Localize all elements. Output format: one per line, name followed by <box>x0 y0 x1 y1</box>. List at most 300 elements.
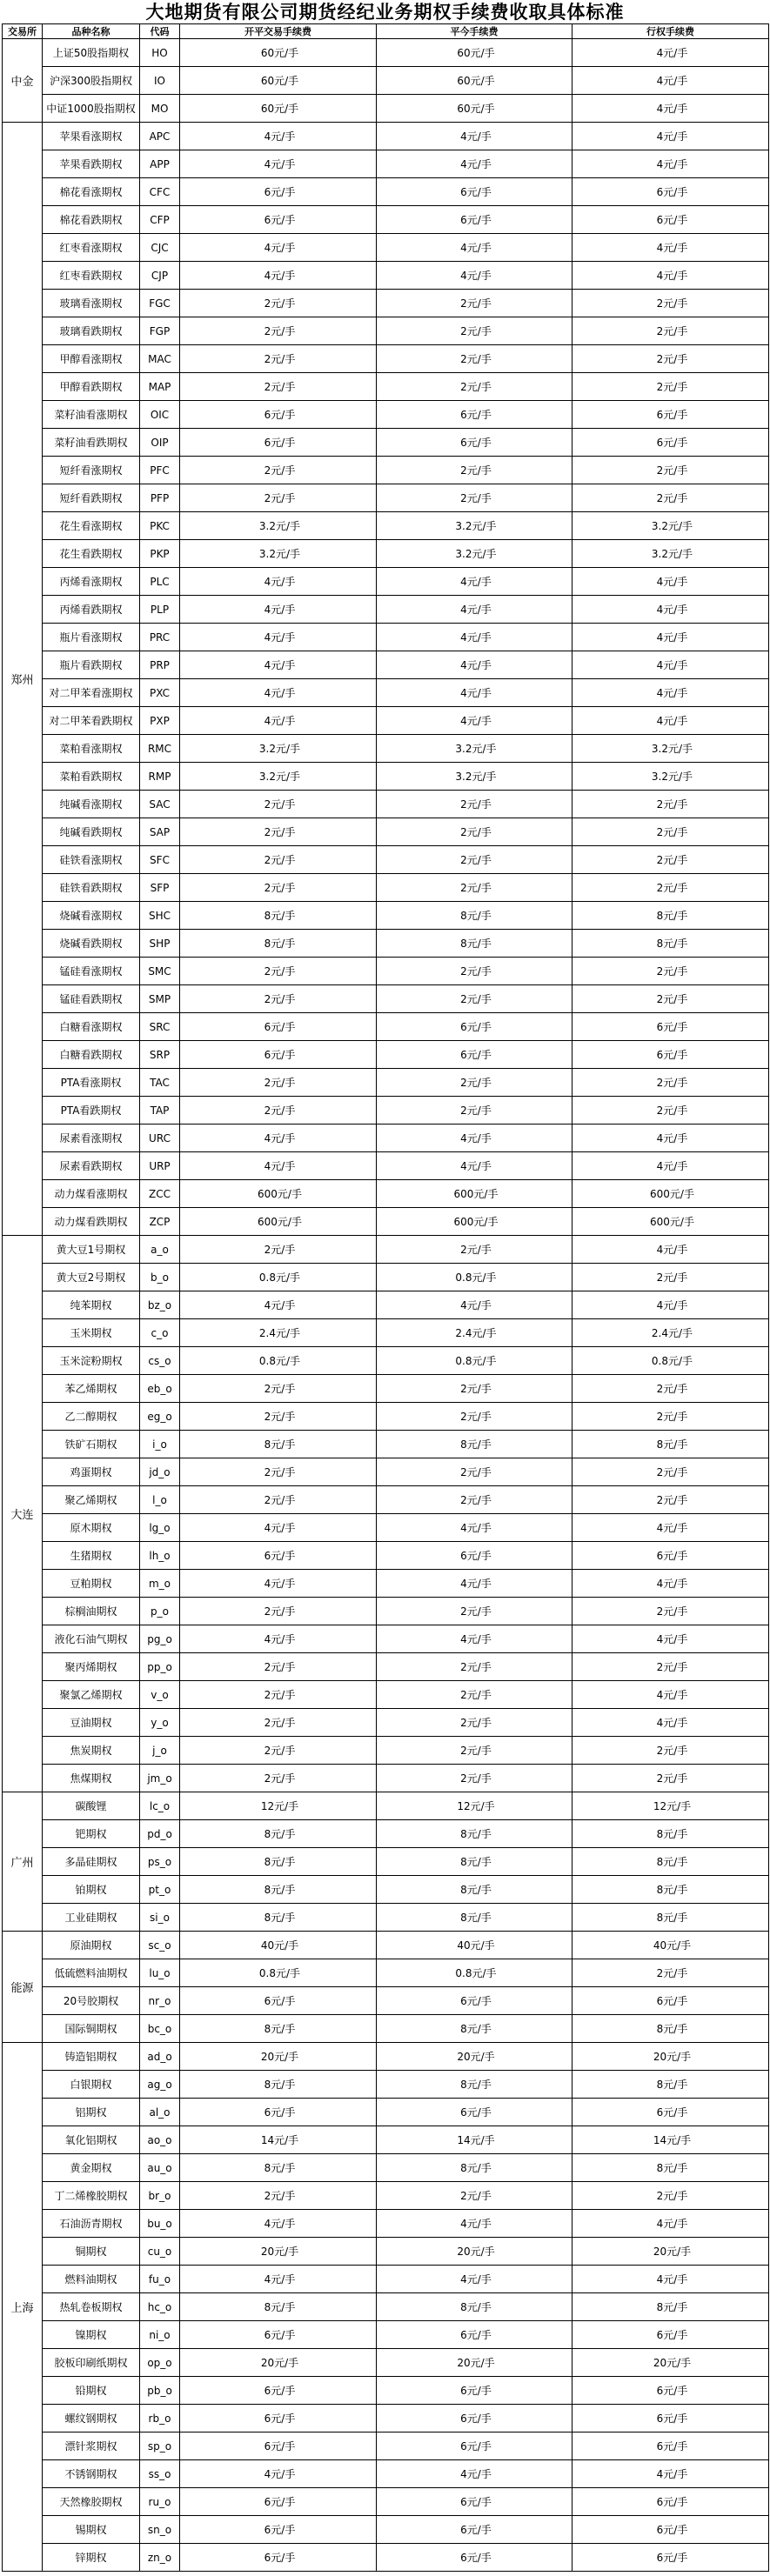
table-row <box>3 874 769 902</box>
exercise-fee-cell: 2元/手 <box>572 818 769 846</box>
table-row <box>3 234 769 262</box>
code-cell: PXC <box>140 679 180 707</box>
product-name-cell: 铜期权 <box>43 2238 140 2266</box>
close-today-fee-cell: 600元/手 <box>377 1180 572 1208</box>
product-name-cell: 菜粕看涨期权 <box>43 735 140 763</box>
exercise-fee-cell: 4元/手 <box>572 2266 769 2293</box>
close-today-fee-cell: 6元/手 <box>377 401 572 429</box>
exercise-fee-cell: 3.2元/手 <box>572 540 769 568</box>
exercise-fee-cell: 4元/手 <box>572 1291 769 1319</box>
close-today-fee-cell: 2元/手 <box>377 484 572 512</box>
code-cell: PKC <box>140 512 180 540</box>
close-today-fee-cell: 4元/手 <box>377 651 572 679</box>
product-name-cell: 鸡蛋期权 <box>43 1458 140 1486</box>
exercise-fee-cell: 4元/手 <box>572 95 769 123</box>
exercise-fee-cell: 2元/手 <box>572 345 769 373</box>
close-today-fee-cell: 4元/手 <box>377 568 572 596</box>
code-cell: TAP <box>140 1097 180 1124</box>
table-row <box>3 290 769 317</box>
exercise-fee-cell: 4元/手 <box>572 2210 769 2238</box>
open-close-fee-cell: 6元/手 <box>180 2488 377 2516</box>
close-today-fee-cell: 60元/手 <box>377 67 572 95</box>
product-name-cell: 焦煤期权 <box>43 1765 140 1792</box>
code-cell: APP <box>140 150 180 178</box>
code-cell: lg_o <box>140 1514 180 1542</box>
open-close-fee-cell: 3.2元/手 <box>180 512 377 540</box>
close-today-fee-cell: 6元/手 <box>377 2488 572 2516</box>
code-cell: PLC <box>140 568 180 596</box>
product-name-cell: 镍期权 <box>43 2321 140 2349</box>
code-cell: PRP <box>140 651 180 679</box>
close-today-fee-cell: 2元/手 <box>377 1458 572 1486</box>
close-today-fee-cell: 8元/手 <box>377 2015 572 2043</box>
product-name-cell: 天然橡胶期权 <box>43 2488 140 2516</box>
open-close-fee-cell: 8元/手 <box>180 2154 377 2182</box>
close-today-fee-cell: 12元/手 <box>377 1792 572 1820</box>
table-row <box>3 985 769 1013</box>
close-today-fee-cell: 6元/手 <box>377 178 572 206</box>
product-name-cell: 黄大豆1号期权 <box>43 1236 140 1264</box>
close-today-fee-cell: 6元/手 <box>377 1013 572 1041</box>
table-row <box>3 1264 769 1291</box>
exercise-fee-cell: 12元/手 <box>572 1792 769 1820</box>
product-name-cell: 铂期权 <box>43 1876 140 1904</box>
open-close-fee-cell: 4元/手 <box>180 2266 377 2293</box>
close-today-fee-cell: 6元/手 <box>377 2405 572 2433</box>
code-cell: SMP <box>140 985 180 1013</box>
code-cell: CFP <box>140 206 180 234</box>
close-today-fee-cell: 4元/手 <box>377 1291 572 1319</box>
code-cell: SRC <box>140 1013 180 1041</box>
open-close-fee-cell: 14元/手 <box>180 2126 377 2154</box>
open-close-fee-cell: 4元/手 <box>180 1152 377 1180</box>
code-cell: a_o <box>140 1236 180 1264</box>
product-name-cell: 原木期权 <box>43 1514 140 1542</box>
open-close-fee-cell: 8元/手 <box>180 2015 377 2043</box>
exercise-fee-cell: 6元/手 <box>572 206 769 234</box>
close-today-fee-cell: 60元/手 <box>377 95 572 123</box>
table-row <box>3 1152 769 1180</box>
close-today-fee-cell: 2元/手 <box>377 2182 572 2210</box>
code-cell: URC <box>140 1124 180 1152</box>
code-cell: CJC <box>140 234 180 262</box>
exercise-fee-cell: 4元/手 <box>572 1124 769 1152</box>
product-name-cell: 豆粕期权 <box>43 1570 140 1598</box>
exercise-fee-cell: 6元/手 <box>572 429 769 457</box>
code-cell: pb_o <box>140 2377 180 2405</box>
close-today-fee-cell: 4元/手 <box>377 1124 572 1152</box>
product-name-cell: 尿素看跌期权 <box>43 1152 140 1180</box>
close-today-fee-cell: 6元/手 <box>377 429 572 457</box>
close-today-fee-cell: 8元/手 <box>377 2154 572 2182</box>
code-cell: ag_o <box>140 2071 180 2099</box>
close-today-fee-cell: 2元/手 <box>377 1598 572 1625</box>
table-row <box>3 930 769 958</box>
close-today-fee-cell: 8元/手 <box>377 902 572 930</box>
table-row <box>3 1319 769 1347</box>
close-today-fee-cell: 2元/手 <box>377 1069 572 1097</box>
table-row <box>3 484 769 512</box>
open-close-fee-cell: 6元/手 <box>180 2321 377 2349</box>
table-row <box>3 429 769 457</box>
table-row <box>3 902 769 930</box>
product-name-cell: 液化石油气期权 <box>43 1625 140 1653</box>
close-today-fee-cell: 4元/手 <box>377 234 572 262</box>
product-name-cell: 沪深300股指期权 <box>43 67 140 95</box>
exercise-fee-cell: 2元/手 <box>572 1598 769 1625</box>
close-today-fee-cell: 2元/手 <box>377 1653 572 1681</box>
code-cell: nr_o <box>140 1987 180 2015</box>
exercise-fee-cell: 2元/手 <box>572 2182 769 2210</box>
code-cell: ZCP <box>140 1208 180 1236</box>
exercise-fee-cell: 6元/手 <box>572 1542 769 1570</box>
table-row <box>3 568 769 596</box>
exercise-fee-cell: 6元/手 <box>572 1013 769 1041</box>
close-today-fee-cell: 8元/手 <box>377 930 572 958</box>
exercise-fee-cell: 6元/手 <box>572 2377 769 2405</box>
close-today-fee-cell: 2元/手 <box>377 1097 572 1124</box>
table-row <box>3 958 769 985</box>
exercise-fee-cell: 3.2元/手 <box>572 512 769 540</box>
exchange-cell: 大连 <box>3 1236 43 1792</box>
exercise-fee-cell: 8元/手 <box>572 1904 769 1932</box>
header-code: 代码 <box>140 24 180 39</box>
table-row <box>3 2043 769 2071</box>
product-name-cell: 锰硅看涨期权 <box>43 958 140 985</box>
product-name-cell: 焦炭期权 <box>43 1737 140 1765</box>
product-name-cell: 中证1000股指期权 <box>43 95 140 123</box>
code-cell: SMC <box>140 958 180 985</box>
product-name-cell: 锌期权 <box>43 2544 140 2572</box>
code-cell: cs_o <box>140 1347 180 1375</box>
product-name-cell: 玉米期权 <box>43 1319 140 1347</box>
product-name-cell: 红枣看跌期权 <box>43 262 140 290</box>
exercise-fee-cell: 2元/手 <box>572 1737 769 1765</box>
exercise-fee-cell: 4元/手 <box>572 150 769 178</box>
table-row <box>3 1848 769 1876</box>
open-close-fee-cell: 4元/手 <box>180 2460 377 2488</box>
table-row <box>3 2071 769 2099</box>
exercise-fee-cell: 4元/手 <box>572 1152 769 1180</box>
code-cell: pp_o <box>140 1653 180 1681</box>
open-close-fee-cell: 6元/手 <box>180 2099 377 2126</box>
close-today-fee-cell: 2元/手 <box>377 846 572 874</box>
product-name-cell: 丁二烯橡胶期权 <box>43 2182 140 2210</box>
product-name-cell: 锰硅看跌期权 <box>43 985 140 1013</box>
table-row <box>3 1709 769 1737</box>
close-today-fee-cell: 3.2元/手 <box>377 540 572 568</box>
table-body <box>3 39 769 2572</box>
table-header-row <box>3 24 769 39</box>
open-close-fee-cell: 2元/手 <box>180 1765 377 1792</box>
product-name-cell: 低硫燃料油期权 <box>43 1959 140 1987</box>
open-close-fee-cell: 2元/手 <box>180 1709 377 1737</box>
code-cell: fu_o <box>140 2266 180 2293</box>
code-cell: sc_o <box>140 1932 180 1959</box>
code-cell: zn_o <box>140 2544 180 2572</box>
open-close-fee-cell: 2元/手 <box>180 791 377 818</box>
open-close-fee-cell: 6元/手 <box>180 401 377 429</box>
exchange-cell: 郑州 <box>3 123 43 1236</box>
exercise-fee-cell: 20元/手 <box>572 2238 769 2266</box>
open-close-fee-cell: 0.8元/手 <box>180 1347 377 1375</box>
open-close-fee-cell: 4元/手 <box>180 1514 377 1542</box>
product-name-cell: 聚氯乙烯期权 <box>43 1681 140 1709</box>
product-name-cell: 红枣看涨期权 <box>43 234 140 262</box>
close-today-fee-cell: 6元/手 <box>377 2433 572 2460</box>
open-close-fee-cell: 2元/手 <box>180 985 377 1013</box>
exercise-fee-cell: 6元/手 <box>572 2099 769 2126</box>
code-cell: SRP <box>140 1041 180 1069</box>
table-row <box>3 317 769 345</box>
product-name-cell: 钯期权 <box>43 1820 140 1848</box>
code-cell: ru_o <box>140 2488 180 2516</box>
exchange-cell: 能源 <box>3 1932 43 2043</box>
code-cell: hc_o <box>140 2293 180 2321</box>
open-close-fee-cell: 12元/手 <box>180 1792 377 1820</box>
close-today-fee-cell: 4元/手 <box>377 2460 572 2488</box>
code-cell: m_o <box>140 1570 180 1598</box>
product-name-cell: 纯碱看跌期权 <box>43 818 140 846</box>
open-close-fee-cell: 4元/手 <box>180 1570 377 1598</box>
table-row <box>3 150 769 178</box>
exercise-fee-cell: 600元/手 <box>572 1180 769 1208</box>
exercise-fee-cell: 2.4元/手 <box>572 1319 769 1347</box>
code-cell: b_o <box>140 1264 180 1291</box>
close-today-fee-cell: 6元/手 <box>377 2099 572 2126</box>
product-name-cell: 工业硅期权 <box>43 1904 140 1932</box>
open-close-fee-cell: 2元/手 <box>180 1681 377 1709</box>
close-today-fee-cell: 6元/手 <box>377 206 572 234</box>
table-row <box>3 1876 769 1904</box>
table-row <box>3 1737 769 1765</box>
open-close-fee-cell: 6元/手 <box>180 2544 377 2572</box>
product-name-cell: 白银期权 <box>43 2071 140 2099</box>
table-row <box>3 2460 769 2488</box>
close-today-fee-cell: 2元/手 <box>377 1681 572 1709</box>
open-close-fee-cell: 4元/手 <box>180 1625 377 1653</box>
open-close-fee-cell: 4元/手 <box>180 150 377 178</box>
exercise-fee-cell: 2元/手 <box>572 1959 769 1987</box>
product-name-cell: PTA看跌期权 <box>43 1097 140 1124</box>
table-row <box>3 1820 769 1848</box>
exercise-fee-cell: 2元/手 <box>572 1653 769 1681</box>
product-name-cell: 纯苯期权 <box>43 1291 140 1319</box>
table-row <box>3 1792 769 1820</box>
close-today-fee-cell: 2元/手 <box>377 818 572 846</box>
code-cell: l_o <box>140 1486 180 1514</box>
code-cell: lc_o <box>140 1792 180 1820</box>
table-row <box>3 707 769 735</box>
code-cell: PFP <box>140 484 180 512</box>
open-close-fee-cell: 4元/手 <box>180 679 377 707</box>
product-name-cell: 生猪期权 <box>43 1542 140 1570</box>
exercise-fee-cell: 4元/手 <box>572 568 769 596</box>
code-cell: i_o <box>140 1431 180 1458</box>
product-name-cell: 纯碱看涨期权 <box>43 791 140 818</box>
open-close-fee-cell: 4元/手 <box>180 1291 377 1319</box>
exercise-fee-cell: 8元/手 <box>572 930 769 958</box>
close-today-fee-cell: 4元/手 <box>377 596 572 624</box>
open-close-fee-cell: 6元/手 <box>180 206 377 234</box>
exercise-fee-cell: 2元/手 <box>572 791 769 818</box>
fee-table <box>2 23 769 2572</box>
product-name-cell: 对二甲苯看跌期权 <box>43 707 140 735</box>
code-cell: bu_o <box>140 2210 180 2238</box>
code-cell: PFC <box>140 457 180 484</box>
open-close-fee-cell: 8元/手 <box>180 1820 377 1848</box>
table-row <box>3 345 769 373</box>
product-name-cell: 多晶硅期权 <box>43 1848 140 1876</box>
table-row <box>3 262 769 290</box>
exercise-fee-cell: 4元/手 <box>572 679 769 707</box>
open-close-fee-cell: 2元/手 <box>180 1097 377 1124</box>
table-row <box>3 1625 769 1653</box>
open-close-fee-cell: 8元/手 <box>180 2293 377 2321</box>
table-row <box>3 2377 769 2405</box>
exercise-fee-cell: 4元/手 <box>572 262 769 290</box>
exercise-fee-cell: 6元/手 <box>572 2321 769 2349</box>
close-today-fee-cell: 4元/手 <box>377 1570 572 1598</box>
code-cell: MAP <box>140 373 180 401</box>
product-name-cell: 铝期权 <box>43 2099 140 2126</box>
close-today-fee-cell: 4元/手 <box>377 1152 572 1180</box>
open-close-fee-cell: 8元/手 <box>180 1904 377 1932</box>
exercise-fee-cell: 4元/手 <box>572 1625 769 1653</box>
code-cell: ad_o <box>140 2043 180 2071</box>
exercise-fee-cell: 4元/手 <box>572 707 769 735</box>
open-close-fee-cell: 2元/手 <box>180 2182 377 2210</box>
open-close-fee-cell: 8元/手 <box>180 1876 377 1904</box>
code-cell: lu_o <box>140 1959 180 1987</box>
product-name-cell: 菜籽油看跌期权 <box>43 429 140 457</box>
table-row <box>3 1987 769 2015</box>
table-row <box>3 679 769 707</box>
product-name-cell: 玉米淀粉期权 <box>43 1347 140 1375</box>
header-product: 品种名称 <box>43 24 140 39</box>
product-name-cell: 铁矿石期权 <box>43 1431 140 1458</box>
close-today-fee-cell: 2元/手 <box>377 1375 572 1403</box>
exercise-fee-cell: 40元/手 <box>572 1932 769 1959</box>
close-today-fee-cell: 2元/手 <box>377 1403 572 1431</box>
open-close-fee-cell: 2元/手 <box>180 1236 377 1264</box>
close-today-fee-cell: 8元/手 <box>377 1848 572 1876</box>
close-today-fee-cell: 8元/手 <box>377 1820 572 1848</box>
code-cell: bc_o <box>140 2015 180 2043</box>
code-cell: ps_o <box>140 1848 180 1876</box>
open-close-fee-cell: 2元/手 <box>180 1653 377 1681</box>
open-close-fee-cell: 2.4元/手 <box>180 1319 377 1347</box>
code-cell: SHC <box>140 902 180 930</box>
product-name-cell: 氧化铝期权 <box>43 2126 140 2154</box>
code-cell: jd_o <box>140 1458 180 1486</box>
product-name-cell: 甲醇看涨期权 <box>43 345 140 373</box>
product-name-cell: 对二甲苯看涨期权 <box>43 679 140 707</box>
exercise-fee-cell: 6元/手 <box>572 2516 769 2544</box>
code-cell: MAC <box>140 345 180 373</box>
header-open-close-fee: 开平交易手续费 <box>180 24 377 39</box>
code-cell: rb_o <box>140 2405 180 2433</box>
close-today-fee-cell: 0.8元/手 <box>377 1264 572 1291</box>
exercise-fee-cell: 6元/手 <box>572 2433 769 2460</box>
open-close-fee-cell: 2元/手 <box>180 345 377 373</box>
close-today-fee-cell: 8元/手 <box>377 1904 572 1932</box>
open-close-fee-cell: 4元/手 <box>180 1124 377 1152</box>
close-today-fee-cell: 8元/手 <box>377 1876 572 1904</box>
code-cell: p_o <box>140 1598 180 1625</box>
code-cell: cu_o <box>140 2238 180 2266</box>
exercise-fee-cell: 20元/手 <box>572 2043 769 2071</box>
open-close-fee-cell: 2元/手 <box>180 317 377 345</box>
table-row <box>3 763 769 791</box>
open-close-fee-cell: 2元/手 <box>180 290 377 317</box>
product-name-cell: 锡期权 <box>43 2516 140 2544</box>
exercise-fee-cell: 4元/手 <box>572 1514 769 1542</box>
open-close-fee-cell: 4元/手 <box>180 234 377 262</box>
exercise-fee-cell: 2元/手 <box>572 1486 769 1514</box>
table-row <box>3 1458 769 1486</box>
exercise-fee-cell: 4元/手 <box>572 596 769 624</box>
code-cell: lh_o <box>140 1542 180 1570</box>
open-close-fee-cell: 60元/手 <box>180 95 377 123</box>
open-close-fee-cell: 4元/手 <box>180 2210 377 2238</box>
code-cell: sn_o <box>140 2516 180 2544</box>
open-close-fee-cell: 2元/手 <box>180 1069 377 1097</box>
exercise-fee-cell: 8元/手 <box>572 2293 769 2321</box>
table-row <box>3 373 769 401</box>
product-name-cell: 花生看跌期权 <box>43 540 140 568</box>
table-row <box>3 1598 769 1625</box>
code-cell: SFC <box>140 846 180 874</box>
open-close-fee-cell: 6元/手 <box>180 1041 377 1069</box>
table-row <box>3 1124 769 1152</box>
close-today-fee-cell: 2元/手 <box>377 874 572 902</box>
exercise-fee-cell: 4元/手 <box>572 1709 769 1737</box>
open-close-fee-cell: 8元/手 <box>180 1431 377 1458</box>
open-close-fee-cell: 2元/手 <box>180 958 377 985</box>
code-cell: si_o <box>140 1904 180 1932</box>
product-name-cell: 胶板印刷纸期权 <box>43 2349 140 2377</box>
code-cell: pt_o <box>140 1876 180 1904</box>
open-close-fee-cell: 3.2元/手 <box>180 735 377 763</box>
exercise-fee-cell: 3.2元/手 <box>572 735 769 763</box>
product-name-cell: 铸造铝期权 <box>43 2043 140 2071</box>
close-today-fee-cell: 2元/手 <box>377 1486 572 1514</box>
close-today-fee-cell: 4元/手 <box>377 624 572 651</box>
close-today-fee-cell: 6元/手 <box>377 1041 572 1069</box>
header-exercise-fee: 行权手续费 <box>572 24 769 39</box>
product-name-cell: 石油沥青期权 <box>43 2210 140 2238</box>
table-row <box>3 2182 769 2210</box>
product-name-cell: 尿素看涨期权 <box>43 1124 140 1152</box>
close-today-fee-cell: 3.2元/手 <box>377 512 572 540</box>
code-cell: FGC <box>140 290 180 317</box>
exercise-fee-cell: 2元/手 <box>572 874 769 902</box>
code-cell: APC <box>140 123 180 150</box>
close-today-fee-cell: 2.4元/手 <box>377 1319 572 1347</box>
code-cell: ZCC <box>140 1180 180 1208</box>
code-cell: bz_o <box>140 1291 180 1319</box>
close-today-fee-cell: 2元/手 <box>377 1236 572 1264</box>
code-cell: PRC <box>140 624 180 651</box>
product-name-cell: 漂针浆期权 <box>43 2433 140 2460</box>
table-row <box>3 1375 769 1403</box>
product-name-cell: 玻璃看涨期权 <box>43 290 140 317</box>
table-row <box>3 2349 769 2377</box>
open-close-fee-cell: 4元/手 <box>180 596 377 624</box>
close-today-fee-cell: 20元/手 <box>377 2238 572 2266</box>
code-cell: eb_o <box>140 1375 180 1403</box>
